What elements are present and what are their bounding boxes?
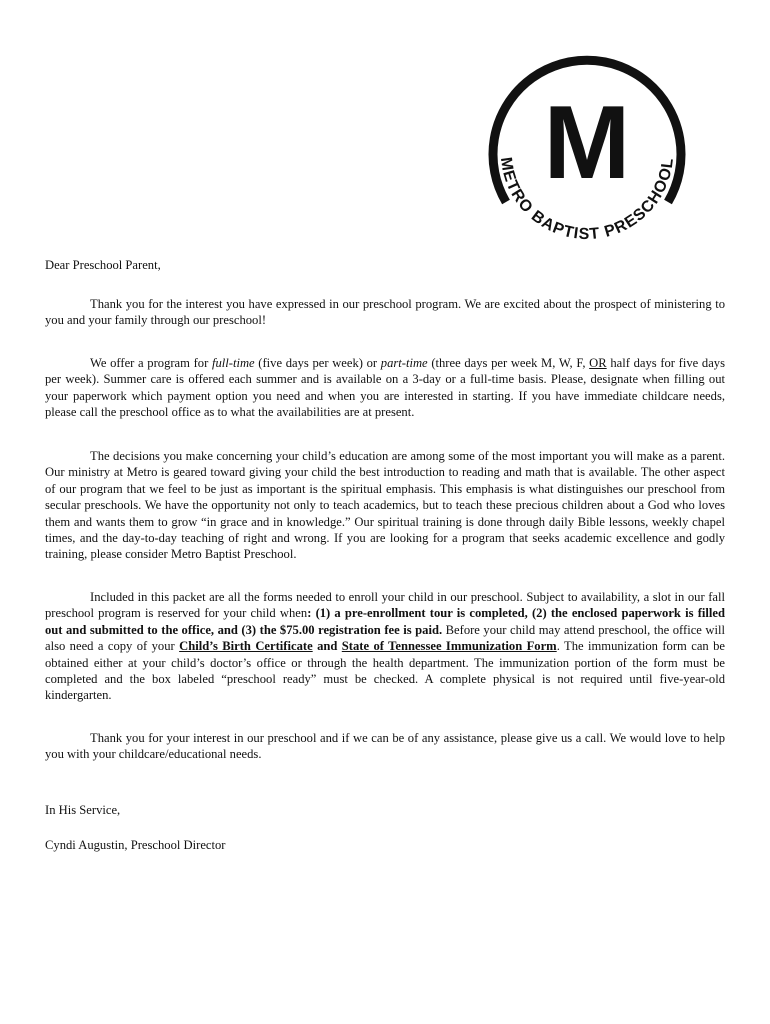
- salutation: Dear Preschool Parent,: [45, 258, 161, 272]
- metro-baptist-preschool-logo: [484, 50, 690, 256]
- paragraph-4: Included in this packet are all the forms needed to enroll your child in our preschool. Subject to availability, a slot in our fall preschool program is reserved for your child when: (1) a pre-enrollment tour is completed, (2) the enclosed paperwork is filled out and submitted to the office, and (3) the $75.00 registration fee is paid. Before your child may attend preschool, the office will also need a copy of your Child’s Birth Certificate and State of Tennessee Immunization Form. The immunization form can be obtained either at your child’s doctor’s office or through the health department. The immunization portion of the form must be completed and the box labeled “preschool ready” must be checked. A complete physical is not required until five-year-old kindergarten.: [45, 590, 725, 703]
- logo-arc-text: METRO BAPTIST PRESCHOOL: [496, 156, 677, 244]
- signature: Cyndi Augustin, Preschool Director: [45, 838, 226, 852]
- paragraph-1: Thank you for the interest you have expressed in our preschool program. We are excited about the prospect of ministering to you and your family through our preschool!: [45, 297, 725, 328]
- paragraph-3: The decisions you make concerning your child’s education are among some of the most important you will make as a parent. Our ministry at Metro is geared toward giving your child the best introduction to reading and math that is available. The other aspect of our program that we feel to be just as important is the spiritual emphasis. This emphasis is what distinguishes our preschool from secular preschools. We have the opportunity not only to teach academics, but to teach these precious children about a God who loves them and wants them to grow “in grace and in knowledge.” Our spiritual training is done through daily Bible lessons, weekly chapel times, and the day-to-day teaching of right and wrong. If you are looking for a program that seeks academic excellence and godly training, please consider Metro Baptist Preschool.: [45, 449, 725, 562]
- paragraph-2: We offer a program for full-time (five days per week) or part-time (three days per week M, W, F, OR half days for five days per week). Summer care is offered each summer and is available on a 3-day or a full-time basis. Please, designate when filling out your paperwork which payment option you need and when you are interested in starting. If you have immediate childcare needs, please call the preschool office as to what the availabilities are at present.: [45, 356, 725, 420]
- paragraph-5: Thank you for your interest in our preschool and if we can be of any assistance, please give us a call. We would love to help you with your childcare/educational needs.: [45, 731, 725, 762]
- closing: In His Service,: [45, 803, 121, 817]
- logo-letter: M: [543, 85, 631, 201]
